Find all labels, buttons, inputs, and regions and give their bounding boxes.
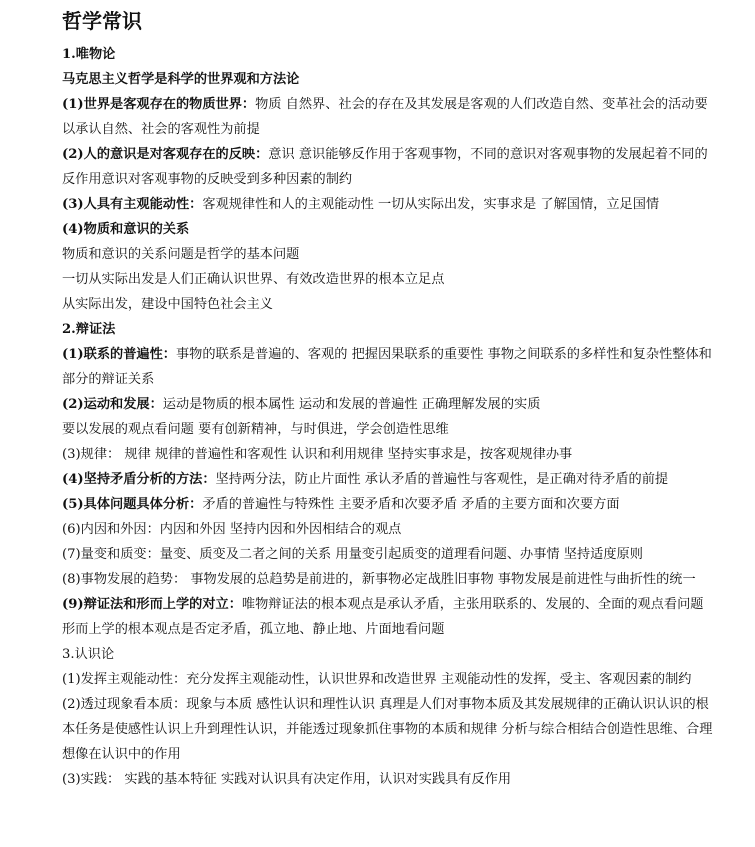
paragraph-text: 意识 意识能够反作用于客观事物，不同的意识对客观事物的发展起着不同的反作用意识对客观事物的反映受到多种因素的制约: [62, 147, 708, 187]
paragraph: [62, 142, 715, 192]
paragraph-text: (2)透过现象看本质：现象与本质 感性认识和理性认识 真理是人们对事物本质及其发展规律的正确认识认识的根本任务是使感性认识上升到理性认识，并能透过现象抓住事物的本质和规律 分析与综合相结合创造性思维、合理想像在认识中的作用: [62, 697, 713, 762]
paragraph: [62, 342, 715, 392]
paragraph: [62, 467, 715, 492]
paragraph-text: 物质 自然界、社会的存在及其发展是客观的人们改造自然、变革社会的活动要以承认自然、社会的客观性为前提: [62, 97, 708, 137]
paragraph-text: (8)事物发展的趋势： 事物发展的总趋势是前进的，新事物必定战胜旧事物 事物发展是前进性与曲折性的统一: [62, 572, 696, 587]
section-heading-dialectics: 2.辩证法: [62, 322, 116, 337]
paragraph: [62, 392, 715, 417]
paragraph-text: 一切从实际出发是人们正确认识世界、有效改造世界的根本立足点: [62, 272, 445, 287]
paragraph-text: (3)规律： 规律 规律的普遍性和客观性 认识和利用规律 坚持实事求是，按客观规律办事: [62, 447, 573, 462]
paragraph: [62, 92, 715, 142]
paragraph-label: (1)联系的普遍性：: [62, 347, 176, 362]
paragraph-text: 坚持两分法，防止片面性 承认矛盾的普遍性与客观性，是正确对待矛盾的前提: [215, 472, 669, 487]
paragraph-label: (1)世界是客观存在的物质世界：: [62, 97, 256, 112]
paragraph-text: (3)实践： 实践的基本特征 实践对认识具有决定作用，认识对实践具有反作用: [62, 772, 512, 787]
paragraph: [62, 492, 715, 517]
paragraph-label: (2)运动和发展：: [62, 397, 163, 412]
paragraph-text: 物质和意识的关系问题是哲学的基本问题: [62, 247, 300, 262]
paragraph: [62, 192, 715, 217]
paragraph-label: (3)人具有主观能动性：: [62, 197, 203, 212]
paragraph-text: 从实际出发，建设中国特色社会主义: [62, 297, 273, 312]
paragraph-label: (4)坚持矛盾分析的方法：: [62, 472, 216, 487]
paragraph-label: (2)人的意识是对客观存在的反映：: [62, 147, 269, 162]
section-heading-epistemology: 3.认识论: [62, 647, 115, 662]
paragraph-text: 要以发展的观点看问题 要有创新精神，与时俱进，学会创造性思维: [62, 422, 449, 437]
paragraph-text: 矛盾的普遍性与特殊性 主要矛盾和次要矛盾 矛盾的主要方面和次要方面: [202, 497, 620, 512]
paragraph-text: (6)内因和外因：内因和外因 坚持内因和外因相结合的观点: [62, 522, 402, 537]
section-heading-materialism: 1.唯物论: [62, 47, 116, 62]
paragraph: [62, 592, 715, 642]
page-title: 哲学常识: [62, 9, 142, 33]
paragraph-text: 唯物辩证法的根本观点是承认矛盾，主张用联系的、发展的、全面的观点看问题形而上学的根本观点是否定矛盾，孤立地、静止地、片面地看问题: [62, 597, 704, 637]
paragraph-label: (4)物质和意识的关系: [62, 222, 190, 237]
paragraph-label: (9)辩证法和形而上学的对立：: [62, 597, 242, 612]
paragraph-text: (1)发挥主观能动性：充分发挥主观能动性，认识世界和改造世界 主观能动性的发挥，受主、客观因素的制约: [62, 672, 692, 687]
paragraph-text: 运动是物质的根本属性 运动和发展的普遍性 正确理解发展的实质: [162, 397, 541, 412]
paragraph-text: 客观规律性和人的主观能动性 一切从实际出发，实事求是 了解国情，立足国情: [202, 197, 660, 212]
paragraph-text: (7)量变和质变：量变、质变及二者之间的关系 用量变引起质变的道理看问题、办事情 坚持适度原则: [62, 547, 643, 562]
paragraph-text: 事物的联系是普遍的、客观的 把握因果联系的重要性 事物之间联系的多样性和复杂性整体和部分的辩证关系: [62, 347, 712, 387]
subheading: 马克思主义哲学是科学的世界观和方法论: [62, 72, 300, 87]
paragraph-label: (5)具体问题具体分析：: [62, 497, 203, 512]
